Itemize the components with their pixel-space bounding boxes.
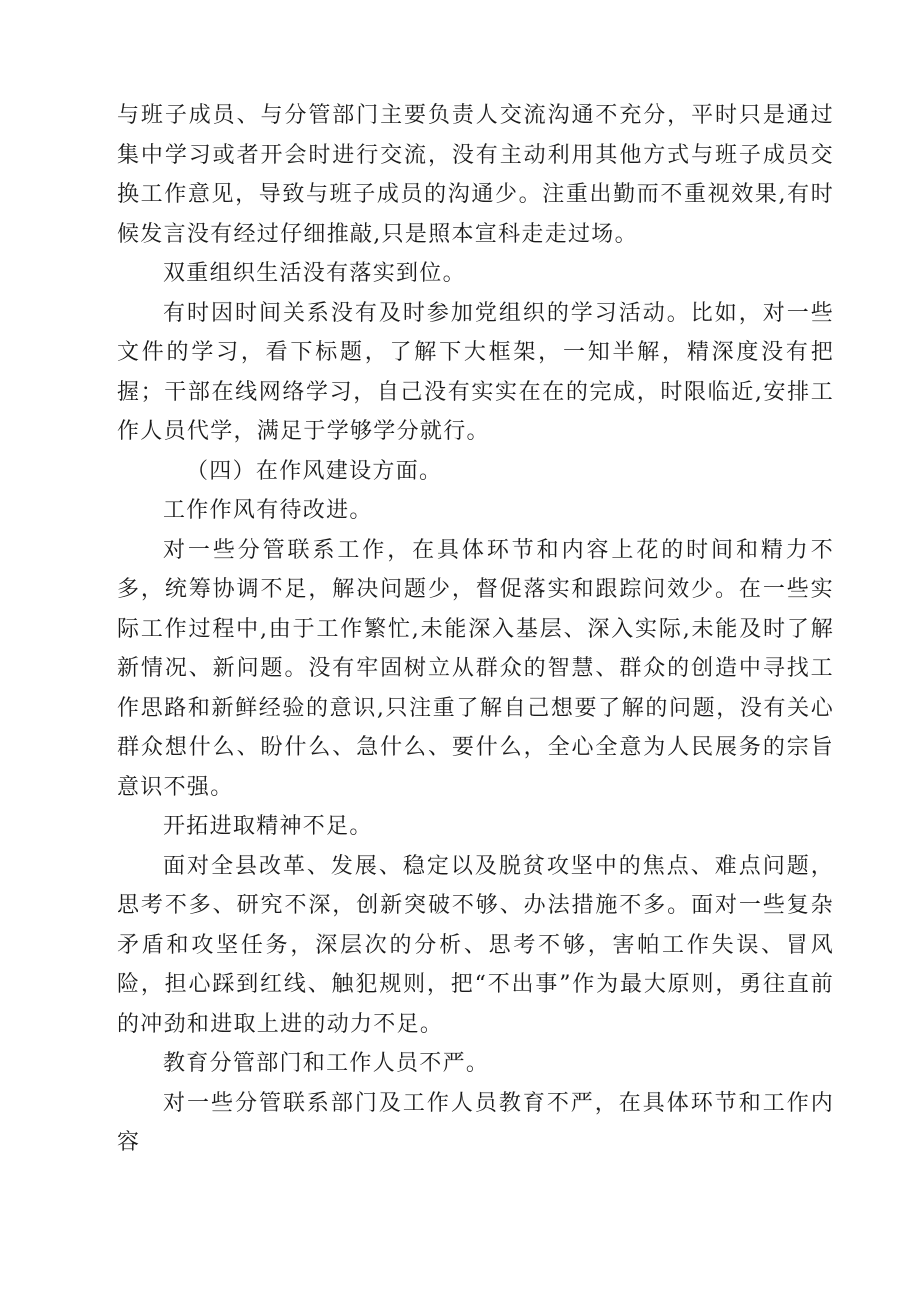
- paragraph-continuation: 与班子成员、与分管部门主要负责人交流沟通不充分，平时只是通过集中学习或者开会时进行交流，没有主动利用其他方式与班子成员交换工作意见，导致与班子成员的沟通少。注重出勤而不重视效果,有时候发言没有经过仔细推敲,只是照本宣科走走过场。: [117, 103, 834, 247]
- paragraph-work-style-details: 对一些分管联系工作，在具体环节和内容上花的时间和精力不多，统筹协调不足，解决问题少，督促落实和跟踪问效少。在一些实际工作过程中,由于工作繁忙,未能深入基层、深入实际,未能及时了解新情况、新问题。没有牢固树立从群众的智慧、群众的创造中寻找工作思路和新鲜经验的意识,只注重了解自己想要了解的问题，没有关心群众想什么、盼什么、急什么、要什么，全心全意为人民展务的宗旨意识不强。: [117, 537, 834, 800]
- paragraph-enterprising-details: 面对全县改革、发展、稳定以及脱贫攻坚中的焦点、难点问题，思考不多、研究不深，创新突破不够、办法措施不多。面对一些复杂矛盾和攻坚任务，深层次的分析、思考不够，害帕工作失误、冒风险，担心踩到红线、触犯规则，把“不出事”作为最大原则，勇往直前的冲劲和进取上进的动力不足。: [117, 853, 834, 1037]
- subheading-work-style-improve: 工作作风有待改进。: [163, 498, 373, 523]
- document-body: [117, 96, 834, 1163]
- section-heading-work-style: （四）在作风建设方面。: [186, 458, 443, 484]
- subheading-education-strictness: 教育分管部门和工作人员不严。: [163, 1051, 490, 1076]
- paragraph-study-activities: 有时因时间关系没有及时参加党组织的学习活动。比如，对一些文件的学习，看下标题，了解下大框架，一知半解，精深度没有把握；干部在线网络学习，自己没有实实在在的完成，时限临近,安排工作人员代学，满足于学够学分就行。: [117, 300, 834, 444]
- subheading-enterprising-spirit: 开拓进取精神不足。: [163, 814, 373, 839]
- paragraph-education-details: 对一些分管联系部门及工作人员教育不严，在具体环节和工作内容: [117, 1090, 834, 1155]
- subheading-dual-organization-life: 双重组织生活没有落实到位。: [163, 261, 466, 286]
